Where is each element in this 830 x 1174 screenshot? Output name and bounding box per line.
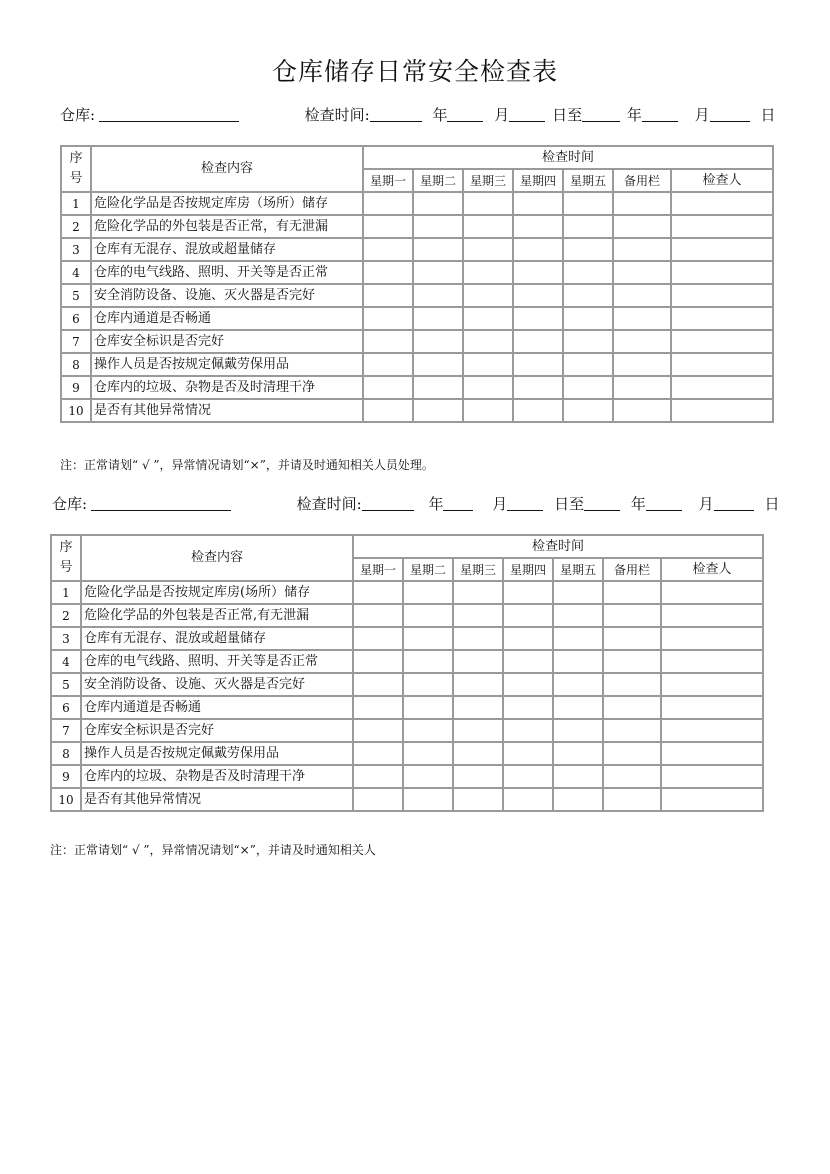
spare-cell[interactable]: [603, 673, 661, 696]
unit-day: 日: [760, 106, 776, 124]
day-check-cell[interactable]: [463, 353, 513, 376]
row-number: 8: [51, 742, 81, 765]
start-year-field[interactable]: [362, 496, 414, 511]
day-check-cell[interactable]: [513, 399, 563, 422]
day-check-cell[interactable]: [353, 788, 403, 811]
inspector-header: 检查人: [671, 169, 773, 192]
warehouse-label: 仓库:: [52, 495, 88, 513]
row-number: 7: [51, 719, 81, 742]
unit-day-to: 日至: [554, 495, 585, 513]
day-check-cell[interactable]: [403, 788, 453, 811]
day-check-cell[interactable]: [363, 330, 413, 353]
row-number: 8: [61, 353, 91, 376]
inspection-time-label: 检查时间:: [304, 106, 370, 124]
spare-cell[interactable]: [603, 581, 661, 604]
row-number: 2: [51, 604, 81, 627]
day-check-cell[interactable]: [503, 719, 553, 742]
check-item: 危险化学品是否按规定库房(场所）储存: [81, 581, 353, 604]
table-row: [61, 399, 773, 422]
unit-year: 年: [626, 106, 642, 124]
spare-cell[interactable]: [613, 238, 671, 261]
day-check-cell[interactable]: [363, 215, 413, 238]
day-check-cell[interactable]: [363, 376, 413, 399]
end-year-field[interactable]: [584, 496, 620, 511]
day-check-cell[interactable]: [503, 673, 553, 696]
day-check-cell[interactable]: [403, 765, 453, 788]
day-check-cell[interactable]: [403, 673, 453, 696]
check-item: 仓库有无混存、混放或超量储存: [81, 627, 353, 650]
day-check-cell[interactable]: [463, 215, 513, 238]
row-number: 1: [61, 192, 91, 215]
table-row: [51, 788, 763, 811]
day-check-cell[interactable]: [403, 696, 453, 719]
inspection-table-2: [50, 534, 764, 812]
day-check-cell[interactable]: [413, 307, 463, 330]
day-check-cell[interactable]: [513, 284, 563, 307]
spare-cell[interactable]: [603, 742, 661, 765]
day-check-cell[interactable]: [413, 330, 463, 353]
spare-cell[interactable]: [603, 696, 661, 719]
row-number: 3: [51, 627, 81, 650]
day-check-cell[interactable]: [463, 399, 513, 422]
spare-header: 备用栏: [613, 169, 671, 192]
unit-year: 年: [428, 495, 444, 513]
day-check-cell[interactable]: [363, 307, 413, 330]
day-header: 星期五: [563, 169, 613, 192]
spare-cell[interactable]: [603, 627, 661, 650]
day-check-cell[interactable]: [453, 788, 503, 811]
start-month-field[interactable]: [443, 496, 473, 511]
table-row: [61, 192, 773, 215]
spare-header: 备用栏: [603, 558, 661, 581]
day-check-cell[interactable]: [413, 399, 463, 422]
day-check-cell[interactable]: [403, 581, 453, 604]
row-number: 9: [51, 765, 81, 788]
day-check-cell[interactable]: [563, 399, 613, 422]
inspector-cell[interactable]: [661, 673, 763, 696]
day-check-cell[interactable]: [463, 376, 513, 399]
day-check-cell[interactable]: [563, 284, 613, 307]
inspector-cell[interactable]: [661, 719, 763, 742]
check-item: 仓库的电气线路、照明、开关等是否正常: [81, 650, 353, 673]
day-check-cell[interactable]: [413, 238, 463, 261]
day-check-cell[interactable]: [503, 696, 553, 719]
seq-header: 序号: [61, 146, 91, 192]
day-check-cell[interactable]: [553, 650, 603, 673]
table-row: [61, 330, 773, 353]
day-header: 星期四: [503, 558, 553, 581]
day-check-cell[interactable]: [553, 788, 603, 811]
day-check-cell[interactable]: [463, 330, 513, 353]
inspector-cell[interactable]: [661, 696, 763, 719]
check-item: 仓库内通道是否畅通: [81, 696, 353, 719]
end-month-field[interactable]: [646, 496, 682, 511]
inspector-cell[interactable]: [671, 330, 773, 353]
day-check-cell[interactable]: [463, 261, 513, 284]
day-check-cell[interactable]: [563, 353, 613, 376]
start-month-field[interactable]: [447, 107, 483, 122]
day-check-cell[interactable]: [453, 650, 503, 673]
day-check-cell[interactable]: [353, 650, 403, 673]
spare-cell[interactable]: [603, 604, 661, 627]
warehouse-field[interactable]: [91, 496, 231, 511]
spare-cell[interactable]: [613, 307, 671, 330]
day-check-cell[interactable]: [353, 673, 403, 696]
check-item: 仓库有无混存、混放或超量储存: [91, 238, 363, 261]
page-title: 仓库储存日常安全检查表: [271, 57, 558, 86]
unit-month: 月: [698, 495, 714, 513]
inspector-cell[interactable]: [661, 627, 763, 650]
spare-cell[interactable]: [613, 399, 671, 422]
day-check-cell[interactable]: [503, 788, 553, 811]
day-header: 星期二: [403, 558, 453, 581]
inspector-cell[interactable]: [661, 604, 763, 627]
inspector-cell[interactable]: [671, 307, 773, 330]
row-number: 3: [61, 238, 91, 261]
day-check-cell[interactable]: [553, 765, 603, 788]
warehouse-field[interactable]: [99, 107, 239, 122]
table-row: [51, 604, 763, 627]
day-check-cell[interactable]: [503, 581, 553, 604]
day-header: 星期一: [363, 169, 413, 192]
day-check-cell[interactable]: [553, 742, 603, 765]
day-check-cell[interactable]: [553, 581, 603, 604]
seq-header: 序号: [51, 535, 81, 581]
day-check-cell[interactable]: [563, 307, 613, 330]
row-number: 6: [61, 307, 91, 330]
day-check-cell[interactable]: [453, 673, 503, 696]
table-row: [61, 353, 773, 376]
check-item: 安全消防设备、设施、灭火器是否完好: [81, 673, 353, 696]
row-number: 4: [61, 261, 91, 284]
inspector-cell[interactable]: [671, 376, 773, 399]
inspector-cell[interactable]: [661, 742, 763, 765]
content-header: 检查内容: [81, 535, 353, 581]
table-row: [61, 376, 773, 399]
inspector-cell[interactable]: [671, 284, 773, 307]
check-item: 是否有其他异常情况: [81, 788, 353, 811]
inspector-cell[interactable]: [671, 238, 773, 261]
day-check-cell[interactable]: [563, 330, 613, 353]
check-item: 仓库内的垃圾、杂物是否及时清理干净: [81, 765, 353, 788]
row-number: 9: [61, 376, 91, 399]
inspection-time-label: 检查时间:: [296, 495, 362, 513]
inspector-cell[interactable]: [661, 765, 763, 788]
day-header: 星期三: [453, 558, 503, 581]
check-item: 仓库安全标识是否完好: [81, 719, 353, 742]
inspector-cell[interactable]: [661, 788, 763, 811]
day-check-cell[interactable]: [403, 742, 453, 765]
day-check-cell[interactable]: [563, 215, 613, 238]
inspector-cell[interactable]: [661, 581, 763, 604]
table-row: [51, 627, 763, 650]
day-check-cell[interactable]: [453, 742, 503, 765]
day-check-cell[interactable]: [363, 192, 413, 215]
row-number: 5: [51, 673, 81, 696]
row-number: 10: [61, 399, 91, 422]
row-number: 5: [61, 284, 91, 307]
day-header: 星期二: [413, 169, 463, 192]
day-check-cell[interactable]: [453, 765, 503, 788]
spare-cell[interactable]: [603, 788, 661, 811]
day-check-cell[interactable]: [363, 238, 413, 261]
day-check-cell[interactable]: [353, 719, 403, 742]
spare-cell[interactable]: [603, 650, 661, 673]
check-item: 仓库内的垃圾、杂物是否及时清理干净: [91, 376, 363, 399]
row-number: 10: [51, 788, 81, 811]
day-check-cell[interactable]: [563, 376, 613, 399]
day-check-cell[interactable]: [453, 627, 503, 650]
day-header: 星期三: [463, 169, 513, 192]
day-header: 星期四: [513, 169, 563, 192]
day-check-cell[interactable]: [363, 353, 413, 376]
check-item: 操作人员是否按规定佩戴劳保用品: [91, 353, 363, 376]
day-check-cell[interactable]: [553, 604, 603, 627]
inspector-cell[interactable]: [661, 650, 763, 673]
day-check-cell[interactable]: [553, 627, 603, 650]
inspector-cell[interactable]: [671, 192, 773, 215]
end-day-field[interactable]: [714, 496, 754, 511]
check-item: 是否有其他异常情况: [91, 399, 363, 422]
day-check-cell[interactable]: [403, 604, 453, 627]
day-check-cell[interactable]: [503, 742, 553, 765]
day-check-cell[interactable]: [563, 261, 613, 284]
day-check-cell[interactable]: [353, 627, 403, 650]
unit-year: 年: [432, 106, 448, 124]
spare-cell[interactable]: [613, 353, 671, 376]
end-day-field[interactable]: [710, 107, 750, 122]
table-row: [51, 742, 763, 765]
day-check-cell[interactable]: [453, 581, 503, 604]
unit-day: 日: [764, 495, 780, 513]
day-check-cell[interactable]: [413, 376, 463, 399]
day-check-cell[interactable]: [463, 284, 513, 307]
table-row: [51, 673, 763, 696]
start-day-field[interactable]: [509, 107, 545, 122]
spare-cell[interactable]: [613, 215, 671, 238]
spare-cell[interactable]: [613, 261, 671, 284]
end-year-field[interactable]: [582, 107, 620, 122]
spare-cell[interactable]: [603, 719, 661, 742]
day-check-cell[interactable]: [403, 627, 453, 650]
day-check-cell[interactable]: [453, 719, 503, 742]
day-check-cell[interactable]: [553, 696, 603, 719]
day-check-cell[interactable]: [363, 261, 413, 284]
day-check-cell[interactable]: [513, 192, 563, 215]
day-check-cell[interactable]: [453, 604, 503, 627]
day-check-cell[interactable]: [413, 353, 463, 376]
inspector-cell[interactable]: [671, 261, 773, 284]
row-number: 4: [51, 650, 81, 673]
spare-cell[interactable]: [613, 192, 671, 215]
section-1-info-line: [60, 104, 775, 125]
day-check-cell[interactable]: [503, 627, 553, 650]
day-check-cell[interactable]: [353, 765, 403, 788]
check-item: 仓库内通道是否畅通: [91, 307, 363, 330]
day-check-cell[interactable]: [513, 238, 563, 261]
end-month-field[interactable]: [642, 107, 678, 122]
note-1: 注：正常请划“ √ ”，异常情况请划“×”，并请及时通知相关人员处理。: [60, 458, 434, 472]
section-2-info-line: [52, 493, 779, 514]
inspector-cell[interactable]: [671, 399, 773, 422]
start-day-field[interactable]: [507, 496, 543, 511]
day-check-cell[interactable]: [353, 604, 403, 627]
time-group-header: 检查时间: [353, 535, 763, 558]
day-check-cell[interactable]: [363, 284, 413, 307]
warehouse-label: 仓库:: [60, 106, 96, 124]
row-number: 1: [51, 581, 81, 604]
spare-cell[interactable]: [613, 330, 671, 353]
day-check-cell[interactable]: [513, 215, 563, 238]
day-check-cell[interactable]: [463, 238, 513, 261]
table-row: [51, 650, 763, 673]
day-header: 星期五: [553, 558, 603, 581]
spare-cell[interactable]: [613, 284, 671, 307]
spare-cell[interactable]: [613, 376, 671, 399]
day-check-cell[interactable]: [513, 307, 563, 330]
row-number: 2: [61, 215, 91, 238]
inspector-cell[interactable]: [671, 353, 773, 376]
table-row: [61, 261, 773, 284]
table-row: [51, 581, 763, 604]
day-check-cell[interactable]: [353, 581, 403, 604]
day-check-cell[interactable]: [363, 399, 413, 422]
day-check-cell[interactable]: [513, 353, 563, 376]
note-2: 注：正常请划“ √ ”，异常情况请划“×”，并请及时通知相关人: [50, 843, 376, 857]
table-row: [61, 238, 773, 261]
day-check-cell[interactable]: [413, 192, 463, 215]
day-check-cell[interactable]: [463, 192, 513, 215]
day-check-cell[interactable]: [403, 650, 453, 673]
check-item: 仓库的电气线路、照明、开关等是否正常: [91, 261, 363, 284]
day-check-cell[interactable]: [513, 330, 563, 353]
row-number: 6: [51, 696, 81, 719]
row-number: 7: [61, 330, 91, 353]
unit-day-to: 日至: [552, 106, 583, 124]
day-check-cell[interactable]: [503, 604, 553, 627]
day-check-cell[interactable]: [553, 719, 603, 742]
inspector-header: 检查人: [661, 558, 763, 581]
day-header: 星期一: [353, 558, 403, 581]
unit-month: 月: [694, 106, 710, 124]
day-check-cell[interactable]: [353, 742, 403, 765]
check-item: 危险化学品是否按规定库房（场所）储存: [91, 192, 363, 215]
check-item: 危险化学品的外包装是否正常，有无泄漏: [91, 215, 363, 238]
table-row: [61, 284, 773, 307]
day-check-cell[interactable]: [413, 261, 463, 284]
content-header: 检查内容: [91, 146, 363, 192]
day-check-cell[interactable]: [513, 376, 563, 399]
day-check-cell[interactable]: [413, 284, 463, 307]
check-item: 仓库安全标识是否完好: [91, 330, 363, 353]
check-item: 操作人员是否按规定佩戴劳保用品: [81, 742, 353, 765]
check-item: 安全消防设备、设施、灭火器是否完好: [91, 284, 363, 307]
unit-year: 年: [630, 495, 646, 513]
day-check-cell[interactable]: [553, 673, 603, 696]
day-check-cell[interactable]: [503, 765, 553, 788]
day-check-cell[interactable]: [513, 261, 563, 284]
start-year-field[interactable]: [370, 107, 422, 122]
check-item: 危险化学品的外包装是否正常,有无泄漏: [81, 604, 353, 627]
day-check-cell[interactable]: [463, 307, 513, 330]
day-check-cell[interactable]: [563, 192, 613, 215]
spare-cell[interactable]: [603, 765, 661, 788]
unit-month: 月: [494, 106, 510, 124]
table-row: [61, 307, 773, 330]
table-row: [51, 765, 763, 788]
day-check-cell[interactable]: [563, 238, 613, 261]
day-check-cell[interactable]: [503, 650, 553, 673]
day-check-cell[interactable]: [453, 696, 503, 719]
unit-month: 月: [492, 495, 508, 513]
day-check-cell[interactable]: [353, 696, 403, 719]
day-check-cell[interactable]: [403, 719, 453, 742]
inspection-table-1: [60, 145, 774, 423]
time-group-header: 检查时间: [363, 146, 773, 169]
table-row: [51, 696, 763, 719]
table-row: [61, 215, 773, 238]
inspector-cell[interactable]: [671, 215, 773, 238]
day-check-cell[interactable]: [413, 215, 463, 238]
table-row: [51, 719, 763, 742]
